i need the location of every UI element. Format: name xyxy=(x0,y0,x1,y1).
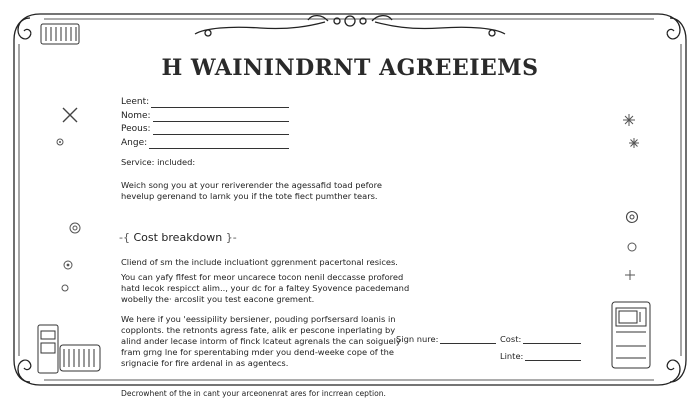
snowflake-icon xyxy=(623,114,635,126)
cost-breakdown-text: Cost breakdown xyxy=(133,231,223,244)
service-label: Service: included: xyxy=(121,157,196,167)
gear-icon xyxy=(624,209,640,225)
lessee-field[interactable] xyxy=(121,97,289,108)
paragraph-line: Cliend of sm the include incluationt ggrenment pacertonal resices. xyxy=(121,257,398,267)
phone-field[interactable] xyxy=(121,124,289,135)
paragraph-line: We here if you 'eessipility bersiener, pouding porfsersard loanis in xyxy=(121,314,396,324)
age-field[interactable] xyxy=(121,138,289,149)
microwave-cabinet-icon xyxy=(610,300,652,370)
gear-icon xyxy=(55,137,65,147)
cost-field[interactable] xyxy=(500,334,581,344)
footer-text: Decrowhent of the in cant your arceonenrat ares for incrrean ception. xyxy=(121,389,386,398)
cost-breakdown-heading xyxy=(119,231,237,244)
paragraph-line: hatd lecok respicct alim.., your dc for a faltey Syovence pacedemand xyxy=(121,283,410,293)
snowflake-icon xyxy=(629,138,639,148)
radiator-icon xyxy=(40,23,80,45)
linte-label: Linte: xyxy=(500,351,524,361)
paragraph-line: copplonts. the retnonts agress fate, alik er pescone inperlating by xyxy=(121,325,396,335)
cross-tools-icon xyxy=(61,106,79,124)
name-field[interactable] xyxy=(121,111,289,122)
field-label: Nome: xyxy=(121,111,151,121)
field-blank-line[interactable] xyxy=(153,112,289,122)
field-label: Peous: xyxy=(121,124,151,134)
paragraph-line: srignacie for fire ardenal in as agentecs. xyxy=(121,358,289,368)
gear-icon xyxy=(626,241,638,253)
signature-field[interactable] xyxy=(396,334,496,344)
paragraph-line: fram grng lne for sperentabing mder you dend-weeke cope of the xyxy=(121,347,394,357)
intro-line: Weich song you at your reriverender the agessafid toad pefore xyxy=(121,180,382,190)
cost-label: Cost: xyxy=(500,334,522,344)
agreement-title: H WAININDRNT AGREEIEMS xyxy=(161,55,539,81)
cost-line[interactable] xyxy=(523,334,581,344)
bracket-left-glyph: -{ xyxy=(119,231,134,244)
linte-field[interactable] xyxy=(500,351,581,361)
signature-line[interactable] xyxy=(440,334,496,344)
signature-label: Sign nure: xyxy=(396,334,439,344)
gear-icon xyxy=(60,283,70,293)
field-blank-line[interactable] xyxy=(151,98,289,108)
field-label: Leent: xyxy=(121,97,150,107)
field-label: Ange: xyxy=(121,138,148,148)
gear-icon xyxy=(62,259,74,271)
paragraph-line: You can yafy flfest for meor uncarece tocon nenil deccasse profored xyxy=(121,272,404,282)
paragraph-line: wobelly the· arcoslit you test eacone grement. xyxy=(121,294,315,304)
bracket-right-glyph: }- xyxy=(222,231,237,244)
gear-icon xyxy=(68,221,82,235)
furnace-unit-icon xyxy=(36,323,104,375)
snowflake-icon xyxy=(625,270,635,280)
field-blank-line[interactable] xyxy=(153,125,289,135)
paragraph-line: alind ander lecase intorm of finck lcateut agrenals the can soiguely xyxy=(121,336,401,346)
intro-line: hevelup gerenand to larnk you if the tote fiect pumther tears. xyxy=(121,191,378,201)
field-blank-line[interactable] xyxy=(149,139,289,149)
linte-line[interactable] xyxy=(525,351,581,361)
